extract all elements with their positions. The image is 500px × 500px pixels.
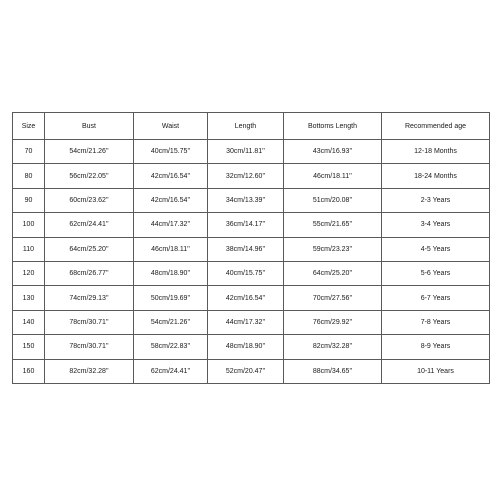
cell-bust: 78cm/30.71'' (45, 310, 134, 334)
cell-waist: 62cm/24.41'' (134, 359, 208, 383)
cell-length: 36cm/14.17'' (208, 213, 284, 237)
cell-recommended-age: 2-3 Years (382, 188, 490, 212)
cell-recommended-age: 10-11 Years (382, 359, 490, 383)
cell-bottoms-length: 55cm/21.65'' (284, 213, 382, 237)
cell-bottoms-length: 76cm/29.92'' (284, 310, 382, 334)
table-row (13, 310, 490, 334)
cell-waist: 42cm/16.54'' (134, 164, 208, 188)
cell-bust: 82cm/32.28'' (45, 359, 134, 383)
cell-bust: 60cm/23.62'' (45, 188, 134, 212)
cell-waist: 50cm/19.69'' (134, 286, 208, 310)
header-bottoms-length: Bottoms Length (284, 113, 382, 140)
table-row (13, 237, 490, 261)
table-row (13, 286, 490, 310)
cell-bust: 56cm/22.05'' (45, 164, 134, 188)
cell-recommended-age: 3-4 Years (382, 213, 490, 237)
cell-bottoms-length: 46cm/18.11'' (284, 164, 382, 188)
table-row (13, 213, 490, 237)
cell-size: 100 (13, 213, 45, 237)
cell-bust: 62cm/24.41'' (45, 213, 134, 237)
size-chart-table (12, 112, 490, 384)
header-size: Size (13, 113, 45, 140)
cell-length: 32cm/12.60'' (208, 164, 284, 188)
cell-length: 48cm/18.90'' (208, 335, 284, 359)
table-row (13, 335, 490, 359)
cell-bust: 64cm/25.20'' (45, 237, 134, 261)
table-row (13, 261, 490, 285)
cell-waist: 46cm/18.11'' (134, 237, 208, 261)
cell-recommended-age: 5-6 Years (382, 261, 490, 285)
cell-size: 150 (13, 335, 45, 359)
cell-recommended-age: 6-7 Years (382, 286, 490, 310)
cell-size: 160 (13, 359, 45, 383)
cell-recommended-age: 8-9 Years (382, 335, 490, 359)
cell-size: 70 (13, 140, 45, 164)
cell-recommended-age: 18-24 Months (382, 164, 490, 188)
cell-bottoms-length: 43cm/16.93'' (284, 140, 382, 164)
cell-length: 52cm/20.47'' (208, 359, 284, 383)
table-row (13, 188, 490, 212)
cell-bottoms-length: 82cm/32.28'' (284, 335, 382, 359)
header-bust: Bust (45, 113, 134, 140)
cell-bottoms-length: 59cm/23.23'' (284, 237, 382, 261)
cell-bottoms-length: 70cm/27.56'' (284, 286, 382, 310)
cell-size: 80 (13, 164, 45, 188)
cell-waist: 58cm/22.83'' (134, 335, 208, 359)
cell-size: 130 (13, 286, 45, 310)
cell-bottoms-length: 64cm/25.20'' (284, 261, 382, 285)
cell-bottoms-length: 88cm/34.65'' (284, 359, 382, 383)
cell-bust: 74cm/29.13'' (45, 286, 134, 310)
cell-size: 110 (13, 237, 45, 261)
cell-recommended-age: 7-8 Years (382, 310, 490, 334)
header-waist: Waist (134, 113, 208, 140)
table-row (13, 140, 490, 164)
cell-waist: 44cm/17.32'' (134, 213, 208, 237)
cell-length: 42cm/16.54'' (208, 286, 284, 310)
cell-size: 120 (13, 261, 45, 285)
cell-bottoms-length: 51cm/20.08'' (284, 188, 382, 212)
header-length: Length (208, 113, 284, 140)
cell-size: 140 (13, 310, 45, 334)
header-recommended-age: Recommended age (382, 113, 490, 140)
cell-length: 34cm/13.39'' (208, 188, 284, 212)
header-row (13, 113, 490, 140)
cell-length: 38cm/14.96'' (208, 237, 284, 261)
cell-length: 40cm/15.75'' (208, 261, 284, 285)
cell-recommended-age: 4-5 Years (382, 237, 490, 261)
cell-bust: 78cm/30.71'' (45, 335, 134, 359)
cell-waist: 40cm/15.75'' (134, 140, 208, 164)
cell-size: 90 (13, 188, 45, 212)
cell-recommended-age: 12-18 Months (382, 140, 490, 164)
cell-bust: 68cm/26.77'' (45, 261, 134, 285)
cell-waist: 54cm/21.26'' (134, 310, 208, 334)
cell-bust: 54cm/21.26'' (45, 140, 134, 164)
table-row (13, 359, 490, 383)
cell-length: 30cm/11.81'' (208, 140, 284, 164)
cell-length: 44cm/17.32'' (208, 310, 284, 334)
table-row (13, 164, 490, 188)
cell-waist: 42cm/16.54'' (134, 188, 208, 212)
cell-waist: 48cm/18.90'' (134, 261, 208, 285)
